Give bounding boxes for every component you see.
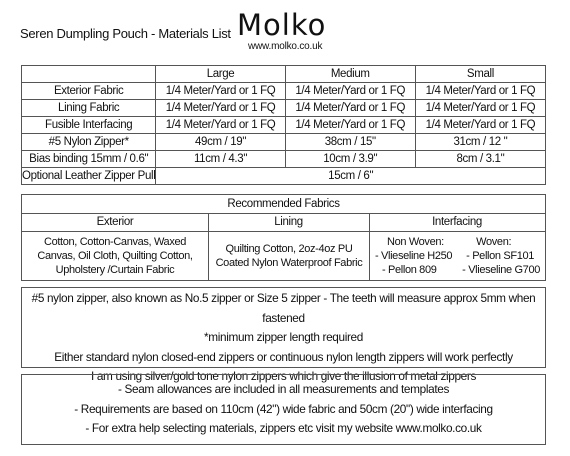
- woven-list: [462, 235, 540, 277]
- general-notes-box: [21, 374, 546, 445]
- woven-heading: Woven:: [476, 236, 512, 248]
- cell-large: 11cm / 4.3": [156, 151, 285, 168]
- cell-medium: 1/4 Meter/Yard or 1 FQ: [285, 83, 415, 100]
- column-header-small: Small: [415, 66, 545, 83]
- general-note: - Seam allowances are included in all measurements and templates: [117, 382, 450, 396]
- zipper-note: #5 nylon zipper, also known as No.5 zipper or Size 5 zipper - The teeth will measure approx 5mm when fastened: [31, 291, 536, 325]
- page-title: Seren Dumpling Pouch - Materials List: [20, 26, 231, 41]
- website-link[interactable]: www.molko.co.uk: [248, 41, 323, 52]
- exterior-fabrics: [22, 232, 208, 280]
- cell-medium: 38cm / 15": [285, 134, 415, 151]
- brand-logo: Molko: [237, 8, 327, 42]
- woven-item: - Vlieseline G700: [462, 264, 540, 276]
- general-note: - Requirements are based on 110cm (42") wide fabric and 50cm (20") wide interfacing: [74, 401, 493, 416]
- row-label: Fusible Interfacing: [22, 117, 156, 134]
- zipper-note: *minimum zipper length required: [204, 330, 363, 344]
- empty-header-cell: [22, 66, 156, 83]
- cell-small: 1/4 Meter/Yard or 1 FQ: [415, 117, 545, 134]
- table-row: [22, 117, 546, 134]
- exterior-heading: Exterior: [22, 214, 208, 232]
- row-label: Optional Leather Zipper Pull: [22, 168, 156, 185]
- lining-fabrics: [209, 232, 369, 280]
- cell-medium: 1/4 Meter/Yard or 1 FQ: [285, 117, 415, 134]
- materials-table: [21, 65, 546, 185]
- zipper-notes-box: [21, 287, 546, 383]
- cell-medium: 10cm / 3.9": [285, 151, 415, 168]
- column-header-medium: Medium: [285, 66, 415, 83]
- non-woven-item: - Pellon 809: [381, 264, 437, 276]
- zipper-note: Either standard nylon closed-end zippers or continuous nylon length zippers will work perfectly: [54, 349, 513, 364]
- row-label: #5 Nylon Zipper*: [22, 134, 156, 151]
- row-label: Exterior Fabric: [22, 83, 156, 100]
- non-woven-list: [375, 235, 452, 277]
- non-woven-heading: Non Woven:: [386, 236, 444, 248]
- interfacing-options: [370, 232, 545, 280]
- zipper-note: I am using silver/gold tone nylon zippers which give the illusion of metal zippers: [90, 369, 477, 383]
- exterior-line: Cotton, Cotton-Canvas, Waxed: [43, 236, 187, 248]
- exterior-line: Canvas, Oil Cloth, Quilting Cotton,: [37, 250, 193, 262]
- non-woven-item: - Vlieseline H250: [374, 250, 453, 262]
- cell-small: 1/4 Meter/Yard or 1 FQ: [415, 83, 545, 100]
- table-row: [22, 100, 546, 117]
- cell-small: 1/4 Meter/Yard or 1 FQ: [415, 100, 545, 117]
- cell-large: 1/4 Meter/Yard or 1 FQ: [156, 117, 285, 134]
- recommended-fabrics-box: [21, 194, 546, 281]
- general-note: - For extra help selecting materials, zippers etc visit my website www.molko.co.uk: [85, 421, 482, 435]
- table-row-optional: [22, 168, 546, 185]
- row-label: Bias binding 15mm / 0.6": [22, 151, 156, 168]
- column-header-large: Large: [156, 66, 285, 83]
- recommended-fabrics-title: Recommended Fabrics: [22, 195, 545, 214]
- cell-medium: 1/4 Meter/Yard or 1 FQ: [285, 100, 415, 117]
- row-label: Lining Fabric: [22, 100, 156, 117]
- cell-large: 1/4 Meter/Yard or 1 FQ: [156, 83, 285, 100]
- table-row: [22, 134, 546, 151]
- woven-item: - Pellon SF101: [466, 250, 535, 262]
- lining-line: Coated Nylon Waterproof Fabric: [215, 257, 363, 269]
- cell-small: 31cm / 12 ": [415, 134, 545, 151]
- table-row: [22, 83, 546, 100]
- cell-large: 1/4 Meter/Yard or 1 FQ: [156, 100, 285, 117]
- lining-heading: Lining: [208, 214, 369, 232]
- table-header-row: [22, 66, 546, 83]
- cell-small: 8cm / 3.1": [415, 151, 545, 168]
- interfacing-heading: Interfacing: [369, 214, 545, 232]
- table-row: [22, 151, 546, 168]
- cell-optional-value: 15cm / 6": [156, 168, 546, 185]
- lining-line: Quilting Cotton, 2oz-4oz PU: [225, 243, 353, 255]
- cell-large: 49cm / 19": [156, 134, 285, 151]
- exterior-line: Upholstery /Curtain Fabric: [55, 264, 175, 276]
